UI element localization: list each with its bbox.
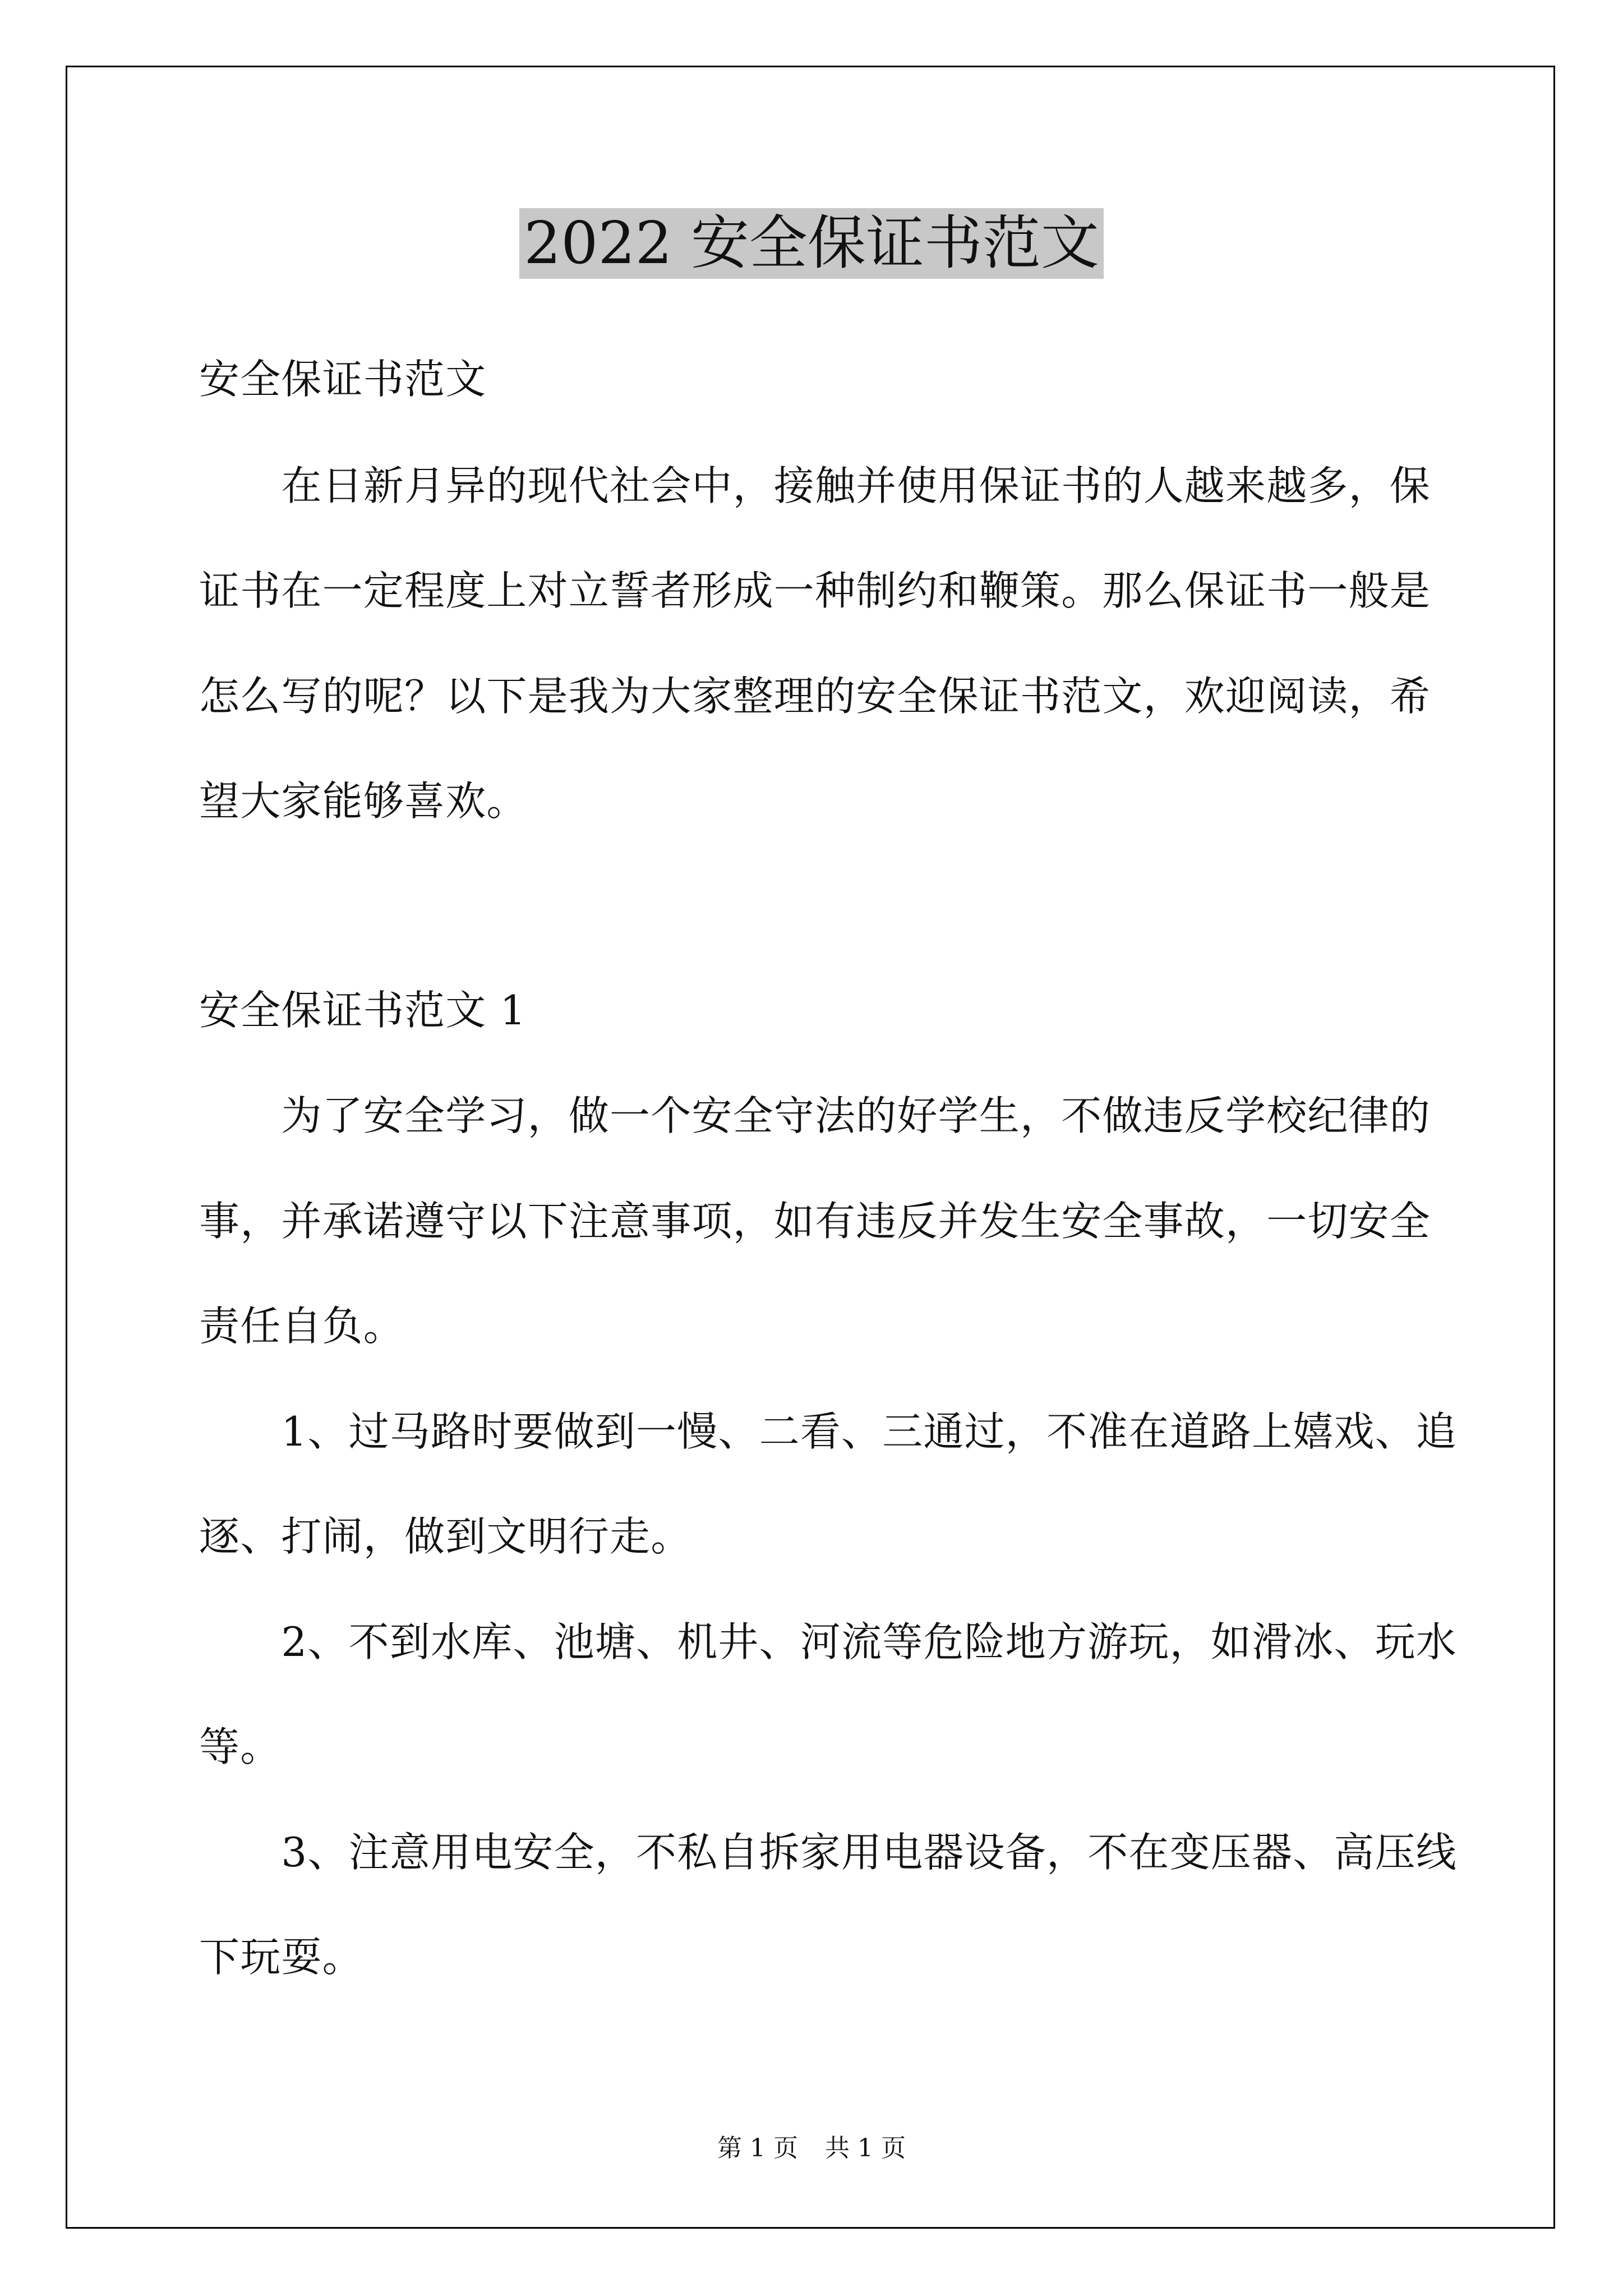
section-heading: 安全保证书范文 bbox=[199, 356, 487, 403]
paragraph-line: 责任自负。 bbox=[199, 1303, 405, 1350]
paragraph-line: 证书在一定程度上对立誓者形成一种制约和鞭策。那么保证书一般是 bbox=[199, 567, 1431, 614]
document-title: 2022 安全保证书范文 bbox=[519, 208, 1104, 279]
paragraph-line: 怎么写的呢？以下是我为大家整理的安全保证书范文，欢迎阅读，希 bbox=[199, 673, 1431, 720]
list-item-line: 下玩耍。 bbox=[199, 1934, 363, 1981]
list-item-line: 1、过马路时要做到一慢、二看、三通过，不准在道路上嬉戏、追 bbox=[199, 1408, 1458, 1455]
list-item-line: 3、注意用电安全，不私自拆家用电器设备，不在变压器、高压线 bbox=[199, 1829, 1458, 1876]
list-item-line: 逐、打闹，做到文明行走。 bbox=[199, 1513, 692, 1560]
list-item-line: 2、不到水库、池塘、机井、河流等危险地方游玩，如滑冰、玩水 bbox=[199, 1618, 1458, 1665]
page-total: 共 1 页 bbox=[825, 2134, 906, 2162]
section-heading: 安全保证书范文 1 bbox=[199, 987, 527, 1034]
page-number: 第 1 页 bbox=[717, 2134, 798, 2162]
list-item-line: 等。 bbox=[199, 1723, 282, 1770]
page-footer bbox=[0, 2136, 1623, 2161]
paragraph-line: 望大家能够喜欢。 bbox=[199, 777, 528, 825]
paragraph-line: 为了安全学习，做一个安全守法的好学生，不做违反学校纪律的 bbox=[199, 1092, 1431, 1139]
document-title-block bbox=[0, 208, 1623, 279]
paragraph-line: 事，并承诺遵守以下注意事项，如有违反并发生安全事故，一切安全 bbox=[199, 1198, 1431, 1245]
paragraph-line: 在日新月异的现代社会中，接触并使用保证书的人越来越多，保 bbox=[199, 462, 1431, 509]
